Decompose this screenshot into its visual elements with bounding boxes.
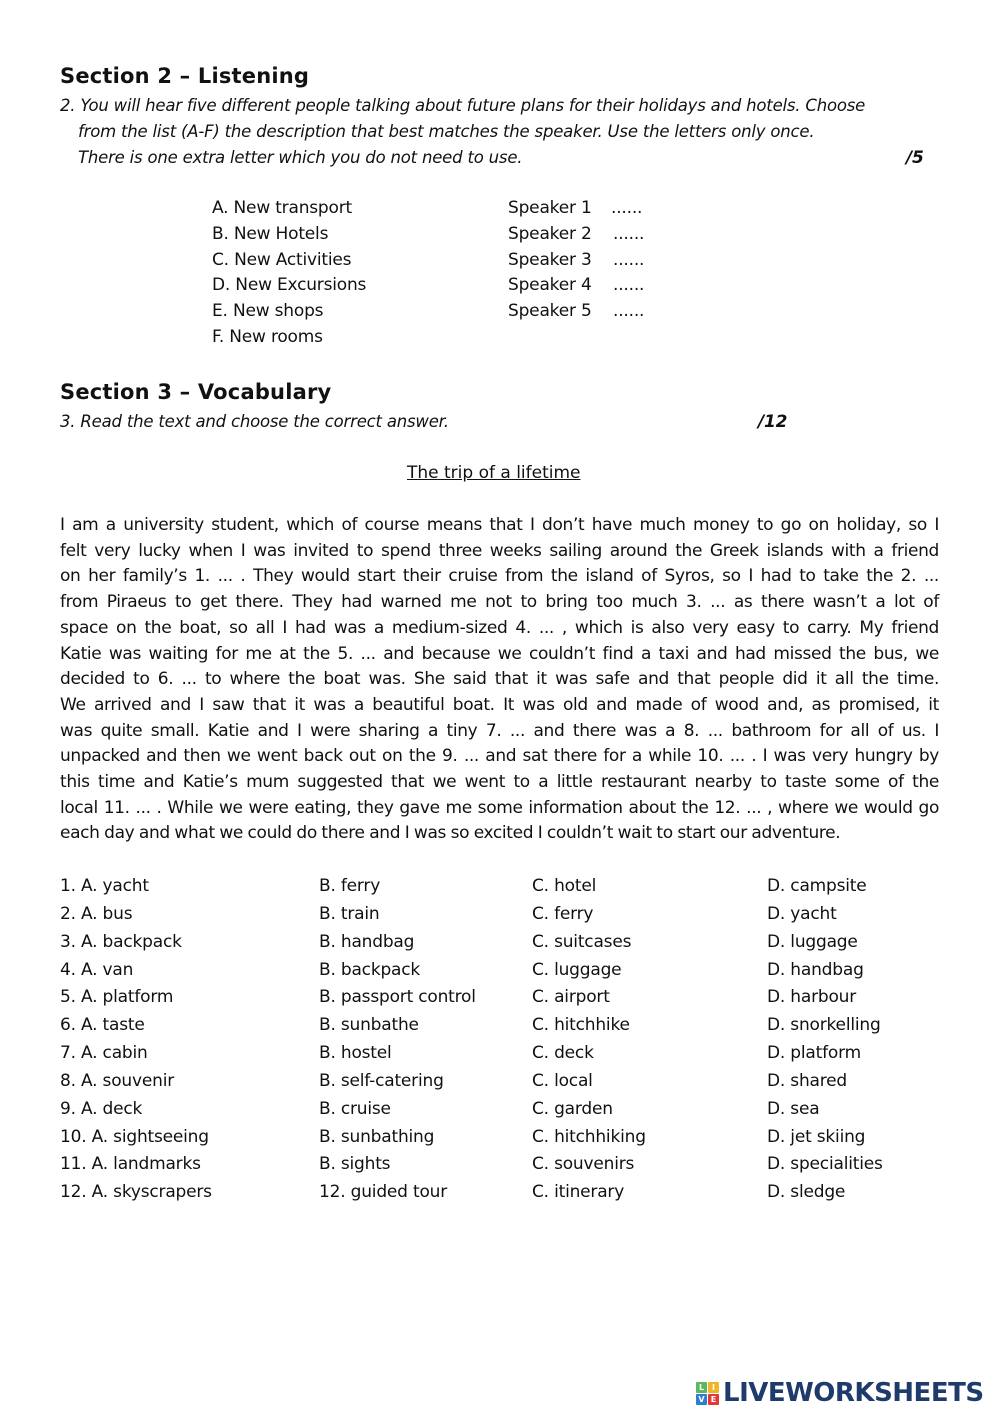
question-3-option-c[interactable]: C. suitcases	[532, 932, 632, 952]
question-row-6	[60, 1015, 960, 1043]
speaker-4-label: Speaker 4	[508, 275, 592, 295]
liveworksheets-logo	[696, 1380, 984, 1406]
question-row-9	[60, 1099, 960, 1127]
question-8-option-c[interactable]: C. local	[532, 1071, 593, 1091]
logo-tiles-icon	[696, 1382, 719, 1405]
story-line: Katie was waiting for me at the 5. ... and because we couldn’t find a taxi and had missed the bus, we	[60, 643, 939, 664]
story-line: on her family’s 1. ... . They would start their cruise from the island of Syros, so I had to take the 2. ...	[60, 566, 939, 587]
question-row-1	[60, 876, 960, 904]
question-4-option-d[interactable]: D. handbag	[767, 960, 864, 980]
story-line: felt very lucky when I was invited to spend three weeks sailing around the Greek islands with a friend	[60, 540, 939, 561]
question-9-option-b[interactable]: B. cruise	[319, 1099, 391, 1119]
story-line: I am a university student, which of course means that I don’t have much money to go on holiday, so I	[60, 515, 939, 535]
question-4-option-c[interactable]: C. luggage	[532, 960, 622, 980]
question-4-option-b[interactable]: B. backpack	[319, 960, 421, 980]
question-row-12	[60, 1182, 960, 1210]
question-2-option-d[interactable]: D. yacht	[767, 904, 837, 924]
question-10-option-c[interactable]: C. hitchhiking	[532, 1127, 646, 1147]
section-3-instruction: 3. Read the text and choose the correct answer.	[60, 412, 449, 431]
question-9-option-c[interactable]: C. garden	[532, 1099, 613, 1119]
story-line: each day and what we could do there and I was so excited I couldn’t wait to start our adventure.	[60, 823, 841, 844]
question-8-option-d[interactable]: D. shared	[767, 1071, 848, 1091]
question-7-option-b[interactable]: B. hostel	[319, 1043, 392, 1063]
question-3-option-a[interactable]: 3. A. backpack	[60, 932, 182, 952]
section-3-title: Section 3 – Vocabulary	[60, 380, 332, 404]
question-2-option-a[interactable]: 2. A. bus	[60, 904, 133, 924]
question-11-option-b[interactable]: B. sights	[319, 1154, 391, 1174]
question-1-option-b[interactable]: B. ferry	[319, 876, 381, 896]
story-line: We arrived and I saw that it was a beautiful boat. It was old and made of wood and, as promised, it	[60, 694, 939, 715]
question-12-option-c[interactable]: C. itinerary	[532, 1182, 625, 1202]
question-row-5	[60, 987, 960, 1015]
question-2-option-b[interactable]: B. train	[319, 904, 380, 924]
question-6-option-a[interactable]: 6. A. taste	[60, 1015, 145, 1035]
speaker-3-answer[interactable]: ......	[613, 250, 645, 270]
question-11-option-c[interactable]: C. souvenirs	[532, 1154, 635, 1174]
question-3-option-b[interactable]: B. handbag	[319, 932, 415, 952]
speaker-1-label: Speaker 1	[508, 198, 592, 218]
question-row-7	[60, 1043, 960, 1071]
question-9-option-d[interactable]: D. sea	[767, 1099, 820, 1119]
option-b: B. New Hotels	[212, 224, 329, 244]
logo-text: LIVEWORKSHEETS	[723, 1378, 984, 1408]
logo-tile-v: V	[696, 1394, 707, 1405]
section-3-score: /12	[758, 412, 788, 432]
question-12-option-d[interactable]: D. sledge	[767, 1182, 846, 1202]
speaker-5-label: Speaker 5	[508, 301, 592, 321]
option-e: E. New shops	[212, 301, 324, 321]
question-6-option-c[interactable]: C. hitchhike	[532, 1015, 630, 1035]
question-5-option-a[interactable]: 5. A. platform	[60, 987, 174, 1007]
story-line: was quite small. Katie and I were sharing a tiny 7. ... and there was a 8. ... bathroom for all of us. I	[60, 720, 939, 741]
speaker-2-answer[interactable]: ......	[613, 224, 645, 244]
question-5-option-c[interactable]: C. airport	[532, 987, 610, 1007]
question-row-8	[60, 1071, 960, 1099]
question-8-option-a[interactable]: 8. A. souvenir	[60, 1071, 175, 1091]
speaker-3-label: Speaker 3	[508, 250, 592, 270]
question-4-option-a[interactable]: 4. A. van	[60, 960, 134, 980]
logo-tile-e: E	[708, 1394, 719, 1405]
story-line: from Piraeus to get there. They had warned me not to bring too much 3. ... as there wasn’t a lot of	[60, 592, 939, 613]
question-1-option-d[interactable]: D. campsite	[767, 876, 867, 896]
option-a: A. New transport	[212, 198, 352, 218]
question-12-option-b[interactable]: 12. guided tour	[319, 1182, 448, 1202]
logo-tile-i: I	[708, 1382, 719, 1393]
question-7-option-d[interactable]: D. platform	[767, 1043, 861, 1063]
question-12-option-a[interactable]: 12. A. skyscrapers	[60, 1182, 212, 1202]
question-5-option-b[interactable]: B. passport control	[319, 987, 476, 1007]
question-7-option-a[interactable]: 7. A. cabin	[60, 1043, 148, 1063]
question-5-option-d[interactable]: D. harbour	[767, 987, 857, 1007]
question-row-11	[60, 1154, 960, 1182]
section-2-instruction-line-1: 2. You will hear five different people talking about future plans for their holidays and hotels. Choose	[60, 96, 866, 115]
question-6-option-d[interactable]: D. snorkelling	[767, 1015, 881, 1035]
question-3-option-d[interactable]: D. luggage	[767, 932, 858, 952]
speaker-2-label: Speaker 2	[508, 224, 592, 244]
question-2-option-c[interactable]: C. ferry	[532, 904, 594, 924]
question-9-option-a[interactable]: 9. A. deck	[60, 1099, 143, 1119]
option-c: C. New Activities	[212, 250, 352, 270]
story-line: decided to 6. ... to where the boat was. She said that it was safe and that people did it all the time.	[60, 669, 939, 690]
question-row-10	[60, 1127, 960, 1155]
question-10-option-d[interactable]: D. jet skiing	[767, 1127, 866, 1147]
option-f: F. New rooms	[212, 327, 323, 347]
question-7-option-c[interactable]: C. deck	[532, 1043, 594, 1063]
section-2-score: /5	[906, 148, 924, 168]
story-line: unpacked and then we went back out on the 9. ... and sat there for a while 10. ... . I was very hungry by	[60, 746, 939, 767]
speaker-4-answer[interactable]: ......	[613, 275, 645, 295]
option-d: D. New Excursions	[212, 275, 367, 295]
section-2-title: Section 2 – Listening	[60, 64, 310, 88]
section-2-instruction-line-3: There is one extra letter which you do not need to use.	[78, 148, 523, 167]
question-10-option-b[interactable]: B. sunbathing	[319, 1127, 435, 1147]
speaker-1-answer[interactable]: ......	[611, 198, 643, 218]
speaker-5-answer[interactable]: ......	[613, 301, 645, 321]
question-8-option-b[interactable]: B. self-catering	[319, 1071, 444, 1091]
question-11-option-d[interactable]: D. specialities	[767, 1154, 883, 1174]
question-10-option-a[interactable]: 10. A. sightseeing	[60, 1127, 209, 1147]
question-11-option-a[interactable]: 11. A. landmarks	[60, 1154, 201, 1174]
question-1-option-a[interactable]: 1. A. yacht	[60, 876, 149, 896]
question-row-3	[60, 932, 960, 960]
story-line: local 11. ... . While we were eating, they gave me some information about the 12. ... , where we would go	[60, 797, 939, 818]
section-2-instruction-line-2: from the list (A-F) the description that best matches the speaker. Use the letters only once.	[78, 122, 815, 141]
question-row-2	[60, 904, 960, 932]
story-line: space on the boat, so all I had was a medium-sized 4. ... , which is also very easy to carry. My friend	[60, 617, 939, 638]
story-title: The trip of a lifetime	[407, 463, 581, 483]
question-6-option-b[interactable]: B. sunbathe	[319, 1015, 419, 1035]
question-row-4	[60, 960, 960, 988]
question-1-option-c[interactable]: C. hotel	[532, 876, 597, 896]
logo-tile-l: L	[696, 1382, 707, 1393]
story-text	[60, 513, 939, 847]
story-line: this time and Katie’s mum suggested that we went to a little restaurant nearby to taste some of the	[60, 772, 939, 793]
